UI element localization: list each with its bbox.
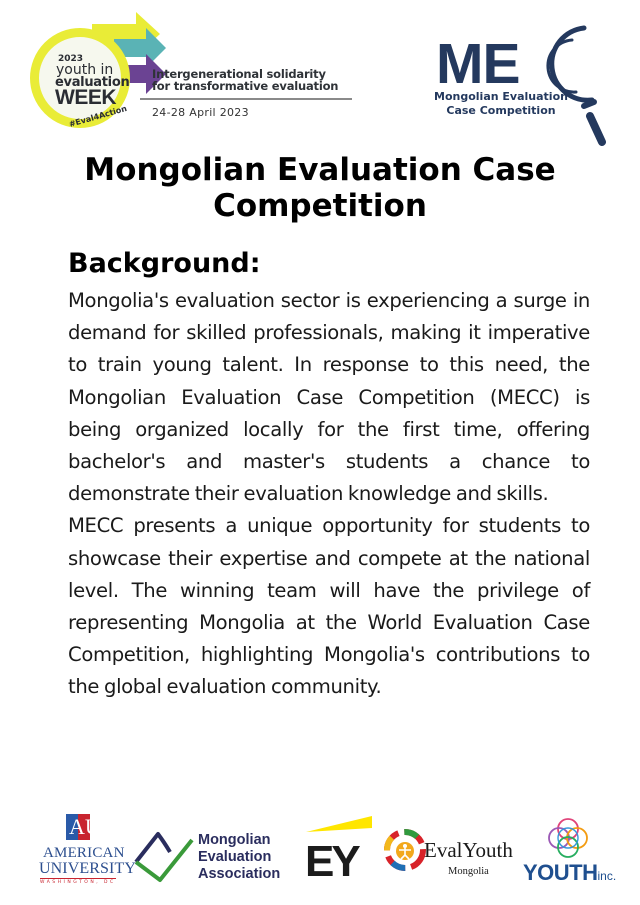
mecc-logo: [420, 22, 620, 152]
evalyouth-title: EvalYouth: [424, 838, 513, 862]
au-line1: AMERICAN: [43, 845, 125, 861]
paragraph-1: Mongolia's evaluation sector is experiencing a surge in demand for skilled professionals, making it imperative to train young talent. In response to this need, the Mongolian Evaluation Case Competition (MECC) is being organized locally for the first time, offering bachelor's and master's students a chance to demonstrate their evaluation knowledge and skills.: [68, 289, 590, 506]
mea-line1: Mongolian: [198, 832, 271, 848]
youthinc-main: YOUTH: [523, 860, 598, 885]
ey-text: EY: [305, 837, 358, 886]
mecc-logo-letters: ME: [436, 32, 520, 96]
event-year: 2023: [58, 54, 84, 64]
event-tagline-line2: for transformative evaluation: [152, 79, 339, 93]
page-title: Mongolian Evaluation Case Competition: [84, 152, 556, 224]
event-name-line3: WEEK: [55, 86, 116, 109]
au-line2: UNIVERSITY: [39, 860, 136, 877]
mecc-logo-line1: Mongolian Evaluation: [434, 90, 568, 103]
event-tagline-line1: Intergenerational solidarity: [152, 67, 326, 81]
event-hashtag: #Eval4Action: [67, 103, 128, 130]
section-body: [68, 285, 590, 704]
paragraph-2: MECC presents a unique opportunity for students to showcase their expertise and compete at the national level. The winning team will have the privilege of representing Mongolia at the World Evaluation Case Competition, highlighting Mongolia's contributions to the global evaluation community.: [68, 514, 590, 699]
event-name-line2: evaluation: [55, 75, 130, 90]
event-name-line1: youth in: [56, 62, 114, 78]
au-line3: WASHINGTON, DC: [40, 880, 116, 885]
youthinc-logo: [0, 808, 640, 898]
youthinc-suffix: inc.: [597, 869, 617, 883]
mea-line3: Association: [198, 866, 281, 882]
evalyouth-subtitle: Mongolia: [448, 866, 489, 877]
divider: [140, 98, 352, 100]
mecc-logo-line2: Case Competition: [446, 104, 556, 117]
youthinc-rings-icon: [545, 816, 591, 860]
event-dates: 24-28 April 2023: [152, 106, 249, 119]
magnifying-glass-icon: [532, 22, 612, 148]
event-tagline: [152, 68, 338, 92]
mea-line2: Evaluation: [198, 849, 272, 865]
section-heading: Background:: [68, 248, 261, 279]
au-mark-text: AU: [69, 814, 101, 839]
youth-in-evaluation-week-logo: [22, 12, 342, 130]
youthinc-text: [523, 860, 616, 886]
mecc-logo-subtitle: [426, 90, 576, 118]
partner-logos: [0, 808, 640, 898]
